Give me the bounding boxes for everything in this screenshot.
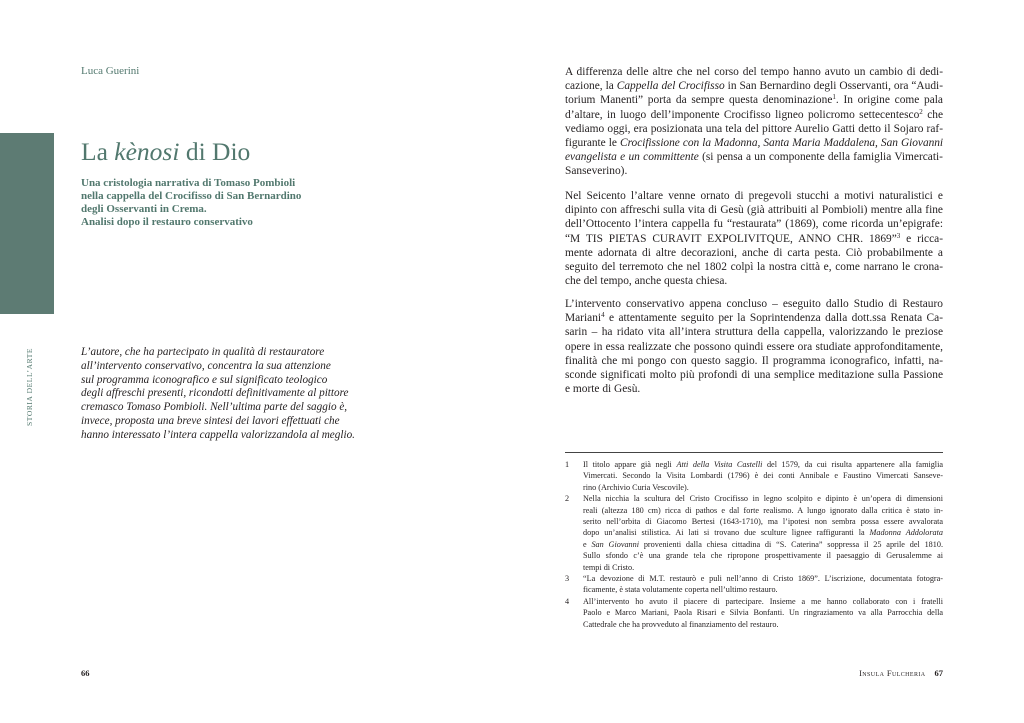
text-run: sarin – ha ridato vita all’intera struttura della cappella, valorizzando le preziose [565, 326, 943, 339]
abstract-line: hanno interessato l’intera cappella valorizzandola al meglio. [81, 428, 355, 441]
italic-run: San Giovanni [591, 539, 640, 549]
running-head: Insula Fulcheria [859, 668, 926, 678]
text-run: ficamente, è stata volutamente coperta nell’ultimo restauro. [583, 585, 778, 595]
subtitle-line: Una cristologia narrativa di Tomaso Pombioli [81, 176, 296, 189]
body-paragraph [565, 297, 943, 396]
text-line [565, 164, 943, 178]
abstract-line: all’intervento conservativo, concentra la sua attenzione [81, 359, 331, 372]
text-run: Mariani [565, 312, 602, 325]
article-abstract [81, 346, 355, 443]
text-line [583, 596, 943, 607]
text-run: Il titolo appare già negli [583, 460, 677, 469]
text-run: All’intervento ho avuto il piacere di partecipare. Insieme a me hanno collaborato con i fratelli [583, 596, 943, 606]
text-run: e morte di Gesù. [565, 383, 641, 396]
text-line [583, 619, 943, 630]
text-line [583, 562, 943, 573]
text-line [565, 93, 943, 107]
page-number-left: 66 [81, 668, 90, 678]
text-line [583, 505, 943, 516]
text-run: provenienti dalla chiesa cittadina di “S. Caterina” soppressa il 25 aprile del 1810. [639, 539, 943, 549]
text-run: e [583, 539, 592, 549]
text-run: del 1579, da cui risulta appartenere alla famiglia [762, 460, 943, 469]
text-line [565, 136, 943, 150]
text-run: seguito del terremoto che nel 1802 colpì la nostra città e, come narrano le crona- [565, 261, 943, 274]
text-line [565, 274, 943, 288]
text-line [565, 79, 943, 93]
text-line [565, 340, 943, 354]
text-run: Nella nicchia la scultura del Cristo Crocifisso in legno scolpito e dipinto è un’opera di dimensioni [583, 494, 943, 504]
abstract-line: L’autore, che ha partecipato in qualità di restauratore [81, 346, 325, 358]
text-run: vediamo oggi, era posizionata una tela del pittore Aurelio Gatti detto il Sojaro raf- [565, 122, 943, 135]
text-run: Cattedrale che ha provveduto al finanziamento del restauro. [583, 619, 779, 629]
title-prefix: La [81, 137, 115, 166]
section-color-band [0, 133, 54, 314]
text-run: dell’Ottocento l’intera cappella fu “restaurata” (1869), come ricorda un’epigrafe: [565, 218, 943, 231]
text-run: che del tempo, anche questa chiesa. [565, 275, 728, 288]
text-line [565, 232, 943, 246]
text-run: che [922, 108, 944, 121]
footnote [565, 596, 943, 630]
text-run: mente adornata di altre decorazioni, anche di carta pesta. Ciò probabilmente a [565, 246, 943, 259]
article-title [81, 138, 250, 166]
subtitle-line: Analisi dopo il restauro conservativo [81, 216, 253, 229]
text-run: dipinto con affreschi sulla vita di Gesù (già attribuiti al Pombioli) mentre alla fine [565, 204, 943, 217]
text-run: “La devozione di M.T. restaurò e puli nell’anno di Cristo 1869”. L’iscrizione, documentata fotogra- [583, 574, 943, 584]
italic-run: evangelista e un committente [565, 151, 699, 164]
abstract-line: cremasco Tomaso Pombioli. Nell’ultima parte del saggio è, [81, 401, 348, 414]
abstract-line: sul programma iconografico e sul significato teologico [81, 373, 328, 386]
text-line [583, 550, 943, 561]
note-reference: 4 [601, 311, 605, 320]
subtitle-line: degli Osservanti in Crema. [81, 202, 207, 215]
italic-run: Madonna Addolorata [869, 528, 943, 538]
text-line [583, 539, 943, 550]
text-run: Sullo sfondo c’è una grande tela che ripropone prospettivamente il paesaggio di Gerusalemme ai [583, 551, 943, 561]
text-line [583, 493, 943, 504]
text-run: Vimercati. Secondo la Visita Lombardi (1796) è dei conti Annibale e Faustino Vimercati Sanseve- [583, 471, 943, 481]
abstract-line: degli affreschi presenti, ricondotti definitivamente al pittore [81, 387, 349, 400]
title-italic-word: kènosi [114, 137, 180, 166]
text-run: reali (altezza 180 cm) ricca di pathos e dal forte realismo. A lungo ignorato dalla critica è stato in- [583, 505, 943, 515]
text-run: Nel Seicento l’altare venne ornato di pregevoli stucchi a motivi naturalistici e [565, 190, 943, 202]
text-run: serito nell’orbita di Giacomo Bertesi (1643-1710), ma l’ipotesi non sembra possa essere avvalorata [583, 517, 943, 527]
text-line [565, 65, 943, 79]
text-line [565, 108, 943, 122]
text-run: dopo un’analisi stilistica. Ai lati si trovano due sculture lignee raffiguranti la [583, 528, 870, 538]
italic-run: Crocifissione con la Madonna, Santa Maria Maddalena, San Giovanni [620, 137, 943, 150]
text-line [565, 325, 943, 339]
footnote-separator [565, 452, 943, 453]
footnote [565, 493, 943, 573]
footnote-text [583, 573, 943, 596]
text-run: (si pensa a un componente della famiglia Vimercati- [698, 151, 943, 164]
text-line [583, 584, 943, 595]
body-paragraph [565, 189, 943, 288]
text-run: sconde significati molto più profondi di una semplice meditazione sulla Passione [565, 369, 943, 382]
italic-run: Atti della Visita Castelli [676, 460, 763, 469]
text-run: tempi di Cristo. [583, 562, 635, 572]
footnote-number: 1 [565, 460, 570, 469]
subtitle-line: nella cappella del Crocifisso di San Bernardino [81, 189, 302, 202]
text-line [565, 150, 943, 164]
author-name: Luca Guerini [81, 65, 140, 77]
footnotes [565, 459, 943, 630]
text-line [583, 516, 943, 527]
note-reference: 1 [832, 93, 836, 102]
text-line [565, 203, 943, 217]
text-run: figurante le [565, 137, 621, 150]
text-run: opere in essa realizzate che possono quindi essere ora studiate approfonditamente, [565, 340, 943, 353]
text-line [583, 459, 943, 470]
text-line [565, 122, 943, 136]
text-line [583, 527, 943, 538]
text-run: rino (Archivio Curia Vescovile). [583, 482, 689, 492]
text-run: d’altare, in luogo dell’imponente Crocifisso ligneo policromo settecentesco [565, 108, 920, 121]
italic-run: Cappella del Crocifisso [616, 80, 725, 93]
footnote-text [583, 459, 943, 493]
text-line [583, 607, 943, 618]
footnote-number: 4 [565, 596, 570, 606]
text-line [565, 297, 943, 311]
text-run: . In origine come pala [835, 94, 943, 107]
text-line [565, 189, 943, 203]
text-run: cazione, la [565, 80, 617, 93]
text-run: torium Manenti” porta da sempre questa denominazione [565, 94, 833, 107]
abstract-line: invece, proposta una breve sintesi dei lavori effettuati che [81, 414, 340, 427]
text-line [565, 217, 943, 231]
article-subtitle [81, 177, 301, 230]
section-label: STORIA DELL’ARTE [25, 347, 34, 427]
text-run: A differenza delle altre che nel corso del tempo hanno avuto un cambio di dedi- [565, 66, 943, 78]
text-run: L’intervento conservativo appena concluso – eseguito dallo Studio di Restauro [565, 298, 943, 310]
footnote [565, 459, 943, 493]
text-run: finalità che mi pongo con questo saggio. Il programma iconografico, infatti, na- [565, 354, 943, 367]
page-footer [565, 667, 943, 679]
text-line [565, 311, 943, 325]
text-line [583, 482, 943, 493]
text-run: e attentamente seguito per la Soprintendenza dalla dott.ssa Renata Ca- [604, 312, 943, 325]
text-line [583, 573, 943, 584]
footnote-number: 2 [565, 494, 570, 504]
footnote-text [583, 596, 943, 630]
text-line [583, 470, 943, 481]
text-run: e ricca- [900, 232, 944, 245]
text-run: in San Bernardino degli Osservanti, ora “Audi- [724, 80, 943, 93]
footnote [565, 573, 943, 596]
note-reference: 3 [896, 231, 901, 240]
text-run: Sanseverino). [565, 165, 628, 178]
text-line [565, 354, 943, 368]
title-suffix: di Dio [179, 137, 251, 166]
text-line [565, 368, 943, 382]
text-run: Paolo e Marco Mariani, Paola Risari e Silvia Bonfanti. Un ringraziamento va alla Parrocchia della [583, 608, 943, 618]
text-line [565, 260, 943, 274]
body-paragraph [565, 65, 943, 179]
text-line [565, 246, 943, 260]
footnote-number: 3 [565, 574, 570, 584]
text-line [565, 382, 943, 396]
note-reference: 2 [919, 107, 923, 116]
page-number-right: 67 [934, 668, 943, 678]
footnote-text [583, 493, 943, 573]
text-run: “M TIS PIETAS CURAVIT EXPOLIVITQUE, ANNO CHR. 1869” [565, 232, 897, 245]
